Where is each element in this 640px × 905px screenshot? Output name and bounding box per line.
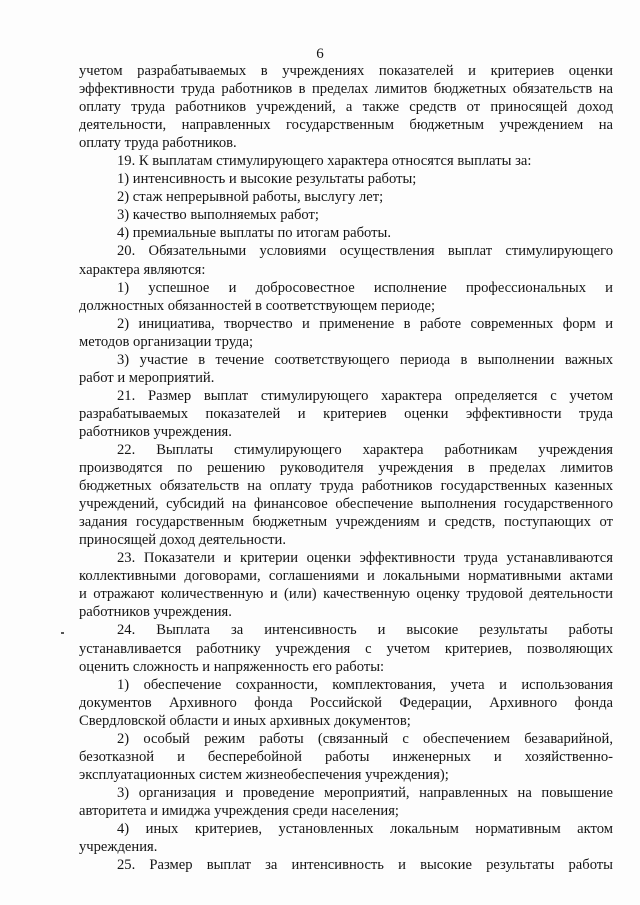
text-line: учреждений, субсидий на финансовое обеспечение выполнения государственного	[79, 496, 613, 513]
text-line: работ и мероприятий.	[79, 369, 215, 386]
text-line: оплату труда работников учреждений, а также средств от приносящей доход	[79, 99, 613, 116]
text-line: должностных обязанностей в соответствующем периоде;	[79, 297, 436, 314]
text-line: 23. Показатели и критерии оценки эффективности труда устанавливаются	[117, 550, 613, 567]
text-line: устанавливается работнику учреждения с учетом критериев, позволяющих	[79, 640, 613, 657]
text-line: 1) интенсивность и высокие результаты работы;	[117, 171, 417, 188]
text-line: коллективными договорами, соглашениями и локальными нормативными актами	[79, 568, 613, 585]
text-line: оплату труда работников.	[79, 135, 237, 152]
text-line: 4) премиальные выплаты по итогам работы.	[117, 225, 391, 242]
text-line: документов Архивного фонда Российской Федерации, Архивного фонда	[79, 694, 613, 711]
page-number: 6	[316, 46, 324, 62]
text-line: 25. Размер выплат за интенсивность и высокие результаты работы	[117, 857, 613, 874]
text-line: эффективности труда работников в пределах лимитов бюджетных обязательств на	[79, 81, 613, 98]
text-line: оценить сложность и напряженность его работы:	[79, 658, 385, 675]
text-line: 3) участие в течение соответствующего периода в выполнении важных	[117, 351, 613, 368]
text-line: 24. Выплата за интенсивность и высокие результаты работы	[117, 622, 613, 639]
text-line: 20. Обязательными условиями осуществления выплат стимулирующего	[117, 243, 613, 260]
text-line: и отражают количественную и (или) качественную оценку трудовой деятельности	[79, 586, 613, 603]
text-line: 2) стаж непрерывной работы, выслугу лет;	[117, 189, 384, 206]
text-line: 3) качество выполняемых работ;	[117, 207, 319, 224]
text-line: задания государственным бюджетным учреждениям и средств, поступающих от	[79, 514, 613, 531]
text-line: производятся по решению руководителя учреждения в пределах лимитов	[79, 460, 613, 477]
text-line: деятельности, направленных государственным бюджетным учреждением на	[79, 117, 613, 134]
text-line: 3) организация и проведение мероприятий, направленных на повышение	[117, 784, 613, 801]
text-line: 4) иных критериев, установленных локальным нормативным актом	[117, 820, 613, 837]
text-line: 1) обеспечение сохранности, комплектования, учета и использования	[117, 676, 613, 693]
text-line: 22. Выплаты стимулирующего характера работникам учреждения	[117, 441, 613, 458]
text-line: авторитета и имиджа учреждения среди населения;	[79, 802, 399, 819]
text-line: приносящей доход деятельности.	[79, 532, 286, 549]
scan-speck	[61, 632, 64, 634]
text-line: Свердловской области и иных архивных документов;	[79, 712, 411, 729]
text-line: учреждения.	[79, 839, 158, 856]
text-line: эксплуатационных систем жизнеобеспечения учреждения);	[79, 766, 449, 783]
text-line: 1) успешное и добросовестное исполнение профессиональных и	[117, 279, 613, 296]
text-line: работников учреждения.	[79, 423, 232, 440]
text-line: учетом разрабатываемых в учреждениях показателей и критериев оценки	[79, 63, 613, 79]
text-line: 21. Размер выплат стимулирующего характера определяется с учетом	[117, 387, 613, 404]
text-line: характера являются:	[79, 261, 206, 278]
document-body	[79, 62, 613, 874]
text-line: 19. К выплатам стимулирующего характера относятся выплаты за:	[117, 153, 532, 170]
text-line: 2) инициатива, творчество и применение в работе современных форм и	[117, 315, 613, 332]
text-line: методов организации труда;	[79, 333, 254, 350]
text-line: работников учреждения.	[79, 604, 232, 621]
text-line: безотказной и бесперебойной работы инженерных и хозяйственно-	[79, 748, 613, 765]
text-line: 2) особый режим работы (связанный с обеспечением безаварийной,	[117, 730, 613, 747]
text-line: разрабатываемых показателей и критериев оценки эффективности труда	[79, 405, 613, 422]
text-line: бюджетных обязательств на оплату труда работников государственных казенных	[79, 478, 613, 495]
